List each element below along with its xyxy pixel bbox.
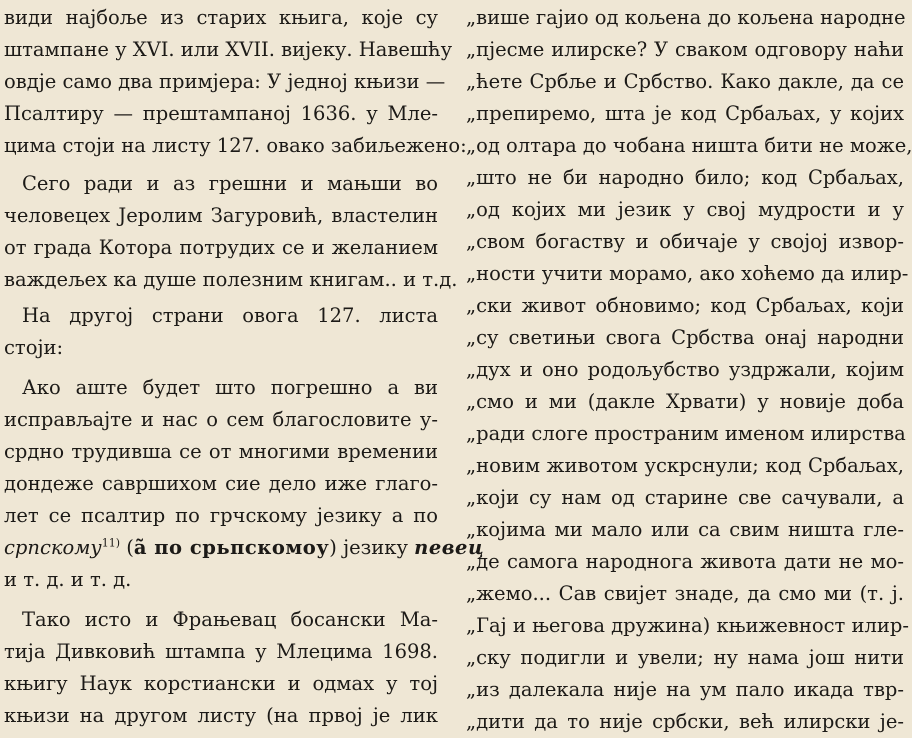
text-line: „више гајио од кољена до кољена народне xyxy=(466,6,906,29)
text-line: важдељех ка душе полезним книгам.. и т.д. xyxy=(4,268,458,291)
text-line: Тако исто и Фрањевац босански Ма- xyxy=(22,608,438,631)
text-line: исправљајте и нас о сем благословите у- xyxy=(4,408,438,431)
text-line: „жемо... Сав свијет знаде, да смо ми (т. ј. xyxy=(466,582,904,605)
text-line: „ности учити морамо, ако хоћемо да илир- xyxy=(466,262,909,285)
italic-word: певец xyxy=(414,536,485,559)
text-line: „дити да то није србски, већ илирски је- xyxy=(466,710,904,733)
text-line: „ски живот обновимо; код Србаљах, који xyxy=(466,294,904,317)
text-line: „ску подигли и увели; ну нама још нити xyxy=(466,646,904,669)
text-line: дондеже савршихом сие дело иже глаго- xyxy=(4,472,438,495)
text-line: цима стоји на листу 127. овако забиљежено: xyxy=(4,134,467,157)
italic-word: српскому xyxy=(4,536,102,559)
text-line: Псалтиру — прештампаној 1636. у Мле- xyxy=(4,102,438,125)
text-line: „пјесме илирске? У сваком одговору наћи xyxy=(466,38,904,61)
text-line: „смо и ми (дакле Хрвати) у новије доба xyxy=(466,390,904,413)
text-line: „новим животом ускрснули; код Србаљах, xyxy=(466,454,904,477)
text-line: „што не би народно било; код Србаљах, xyxy=(466,166,904,189)
text-line: „де самога народнога живота дати не мо- xyxy=(466,550,904,573)
text-line: и т. д. и т. д. xyxy=(4,568,132,591)
text-line: „којима ми мало или са свим ништа гле- xyxy=(466,518,904,541)
text-line: „ћете Србље и Србство. Како дакле, да се xyxy=(466,70,904,93)
text-line xyxy=(4,532,485,564)
text-line: На другој страни овога 127. листа xyxy=(22,304,438,327)
text-line: „из далекала није на ум пало икада твр- xyxy=(466,678,904,701)
text-fragment: ( xyxy=(120,536,134,559)
text-line: „од којих ми језик у свој мудрости и у xyxy=(466,198,904,221)
text-line: штампане у XVI. или XVII. вијеку. Навешћу xyxy=(4,38,453,61)
text-line: Ако аште будет што погрешно а ви xyxy=(22,376,438,399)
text-line: „који су нам од старине све сачували, а xyxy=(466,486,904,509)
text-line: „од олтара до чобана ништа бити не може, xyxy=(466,134,912,157)
text-line: тија Дивковић штампа у Млецима 1698. xyxy=(4,640,438,663)
text-line: срдно трудивша се от многими времении xyxy=(4,440,438,463)
text-line: стоји: xyxy=(4,336,64,359)
text-line: лет се псалтир по грчскому језику а по xyxy=(4,504,438,527)
text-line: человецех Јеролим Загуровић, властелин xyxy=(4,204,438,227)
text-line: види најбоље из старих књига, које су xyxy=(4,6,438,29)
old-script-word: а̃ по срьпскомоу xyxy=(133,536,330,559)
text-line: књизи на другом листу (на првој је лик xyxy=(4,704,438,727)
text-line: овдје само два примјера: У једној књизи — xyxy=(4,70,446,93)
text-line: Сего ради и аз грешни и мањши во xyxy=(22,172,438,195)
text-line: от града Котора потрудих се и желанием xyxy=(4,236,438,259)
text-line: „препиремо, шта је код Србаљах, у којих xyxy=(466,102,904,125)
text-line: књигу Наук корстиански и одмах у тој xyxy=(4,672,438,695)
text-line: „ради слоге пространим именом илирства xyxy=(466,422,906,445)
text-line: „су светињи свога Србства онај народни xyxy=(466,326,904,349)
text-line: „свом богаству и обичаје у својој извор- xyxy=(466,230,904,253)
footnote-ref: 11) xyxy=(101,536,121,550)
text-line: „дух и оно родољубство уздржали, којим xyxy=(466,358,904,381)
text-fragment: ) језику xyxy=(329,536,415,559)
text-line: „Гај и његова дружина) књижевност илир- xyxy=(466,614,909,637)
